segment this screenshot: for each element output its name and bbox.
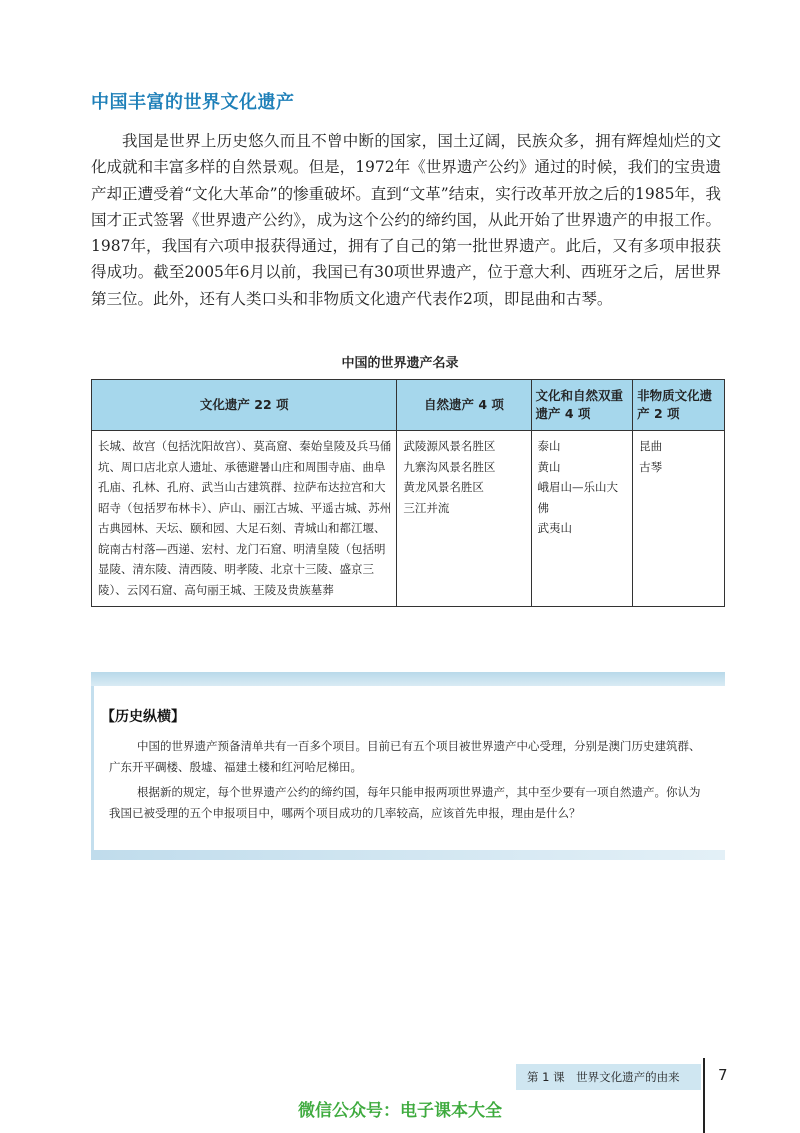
- table-header-row: [92, 380, 725, 431]
- box-top-band: [91, 672, 725, 686]
- header-intangible: 非物质文化遗产 2 项: [633, 380, 725, 431]
- box-left-border: [91, 686, 94, 850]
- intro-paragraph: 我国是世界上历史悠久而且不曾中断的国家，国土辽阔，民族众多，拥有辉煌灿烂的文化成就和丰富多样的自然景观。但是，1972年《世界遗产公约》通过的时候，我们的宝贵遗产却正遭受着“文化大革命”的惨重破坏。直到“文革”结束，实行改革开放之后的1985年，我国才正式签署《世界遗产公约》，成为这个公约的缔约国，从此开始了世界遗产的申报工作。1987年，我国有六项申报获得通过，拥有了自己的第一批世界遗产。此后，又有多项申报获得成功。截至2005年6月以前，我国已有30项世界遗产，位于意大利、西班牙之后，居世界第三位。此外，还有人类口头和非物质文化遗产代表作2项，即昆曲和古琴。: [91, 132, 721, 308]
- list-item: 峨眉山—乐山大佛: [537, 480, 618, 515]
- table-row: [92, 431, 725, 607]
- footer-lesson-label: 第 1 课 世界文化遗产的由来: [527, 1070, 680, 1084]
- list-item: 昆曲: [639, 439, 663, 453]
- list-item: 古琴: [639, 459, 663, 474]
- list-item: 九寨沟风景名胜区: [403, 459, 496, 474]
- cell-intangible-list: [633, 431, 725, 607]
- header-natural: 自然遗产 4 项: [397, 380, 531, 431]
- sidebar-paragraph-2: 根据新的规定，每个世界遗产公约的缔约国，每年只能申报两项世界遗产，其中至少要有一项自然遗产。你认为我国已被受理的五个申报项目中，哪两个项目成功的几率较高，应该首先申报，理由是什么？: [109, 785, 701, 820]
- watermark-text: 微信公众号：电子课本大全: [298, 1101, 502, 1121]
- list-item: 武夷山: [537, 521, 572, 535]
- sidebar-heading: 【历史纵横】: [101, 709, 185, 725]
- cell-natural-list: [397, 431, 531, 607]
- table-title: 中国的世界遗产名录: [341, 356, 459, 371]
- heritage-table: [91, 379, 725, 607]
- section-heading: 中国丰富的世界文化遗产: [91, 92, 295, 113]
- cell-mixed-list: [531, 431, 633, 607]
- sidebar-paragraph-1: 中国的世界遗产预备清单共有一百多个项目。目前已有五个项目被世界遗产中心受理，分别是澳门历史建筑群、广东开平碉楼、殷墟、福建土楼和红河哈尼梯田。: [109, 739, 701, 774]
- list-item: 三江并流: [403, 500, 450, 515]
- cell-cultural-list: 长城、故宫（包括沈阳故宫）、莫高窟、秦始皇陵及兵马俑坑、周口店北京人遗址、承德避暑山庄和周围寺庙、曲阜孔庙、孔林、孔府、武当山古建筑群、拉萨布达拉宫和大昭寺（包括罗布林卡）、庐山、丽江古城、平遥古城、苏州古典园林、天坛、颐和园、大足石刻、青城山和都江堰、皖南古村落—西递、宏村、龙门石窟、明清皇陵（包括明显陵、清东陵、清西陵、明孝陵、北京十三陵、盛京三陵）、云冈石窟、高句丽王城、王陵及贵族墓葬: [92, 431, 397, 607]
- list-item: 黄山: [537, 459, 561, 474]
- list-item: 武陵源风景名胜区: [403, 439, 496, 453]
- box-bottom-band: [91, 850, 725, 860]
- history-sidebar-box: [91, 672, 725, 860]
- header-cultural: 文化遗产 22 项: [92, 380, 397, 431]
- list-item: 泰山: [537, 439, 561, 453]
- list-item: 黄龙风景名胜区: [403, 480, 484, 494]
- page-number: 7: [718, 1066, 728, 1084]
- header-mixed: 文化和自然双重遗产 4 项: [531, 380, 633, 431]
